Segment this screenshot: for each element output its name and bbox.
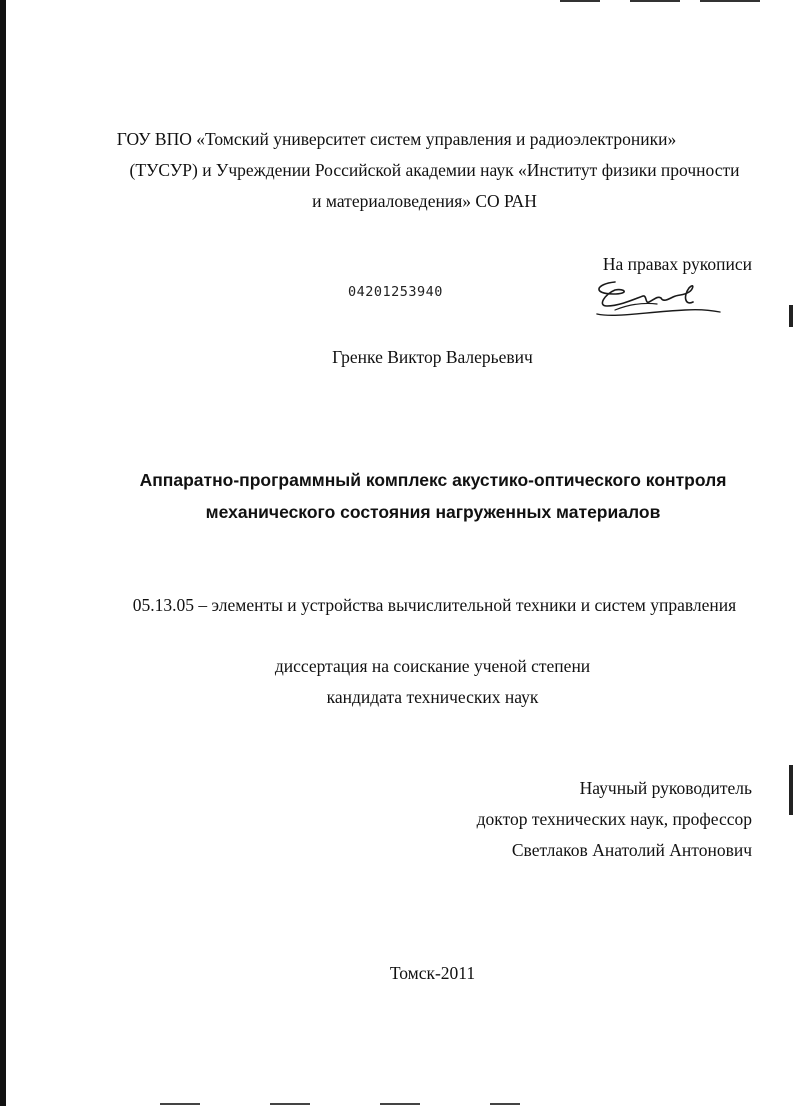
author-name: Гренке Виктор Валерьевич [332, 347, 533, 367]
scan-bottom-mark [380, 1103, 420, 1105]
supervisor-name: Светлаков Анатолий Антонович [511, 840, 752, 860]
degree-line-1: диссертация на соискание ученой степени [274, 656, 591, 676]
scan-right-mark [789, 765, 793, 815]
dissertation-title-line-1: Аппаратно-программный комплекс акустико-оптического контроля [139, 470, 727, 490]
institution-line-2: (ТУСУР) и Учреждении Российской академии наук «Институт физики прочности [129, 160, 740, 180]
scan-top-mark [700, 0, 760, 2]
scan-top-mark [560, 0, 600, 2]
scan-right-mark [789, 305, 793, 327]
institution-line-1: ГОУ ВПО «Томский университет систем управления и радиоэлектроники» [116, 129, 677, 149]
supervisor-label: Научный руководитель [579, 778, 752, 798]
manuscript-note: На правах рукописи [602, 254, 752, 274]
specialty-code: 05.13.05 – элементы и устройства вычислительной техники и систем управления [132, 595, 737, 615]
scan-left-edge [0, 0, 6, 1106]
degree-line-2: кандидата технических наук [326, 687, 539, 707]
scan-bottom-mark [160, 1103, 200, 1105]
dissertation-title-line-2: механического состояния нагруженных материалов [205, 502, 661, 522]
handwritten-signature-icon [585, 272, 725, 332]
institution-line-3: и материаловедения» СО РАН [312, 191, 537, 211]
place-year: Томск-2011 [389, 963, 476, 983]
scan-bottom-mark [490, 1103, 520, 1105]
supervisor-degree: доктор технических наук, профессор [476, 809, 752, 829]
scan-bottom-mark [270, 1103, 310, 1105]
scan-top-mark [630, 0, 680, 2]
document-code: 04201253940 [348, 284, 443, 300]
